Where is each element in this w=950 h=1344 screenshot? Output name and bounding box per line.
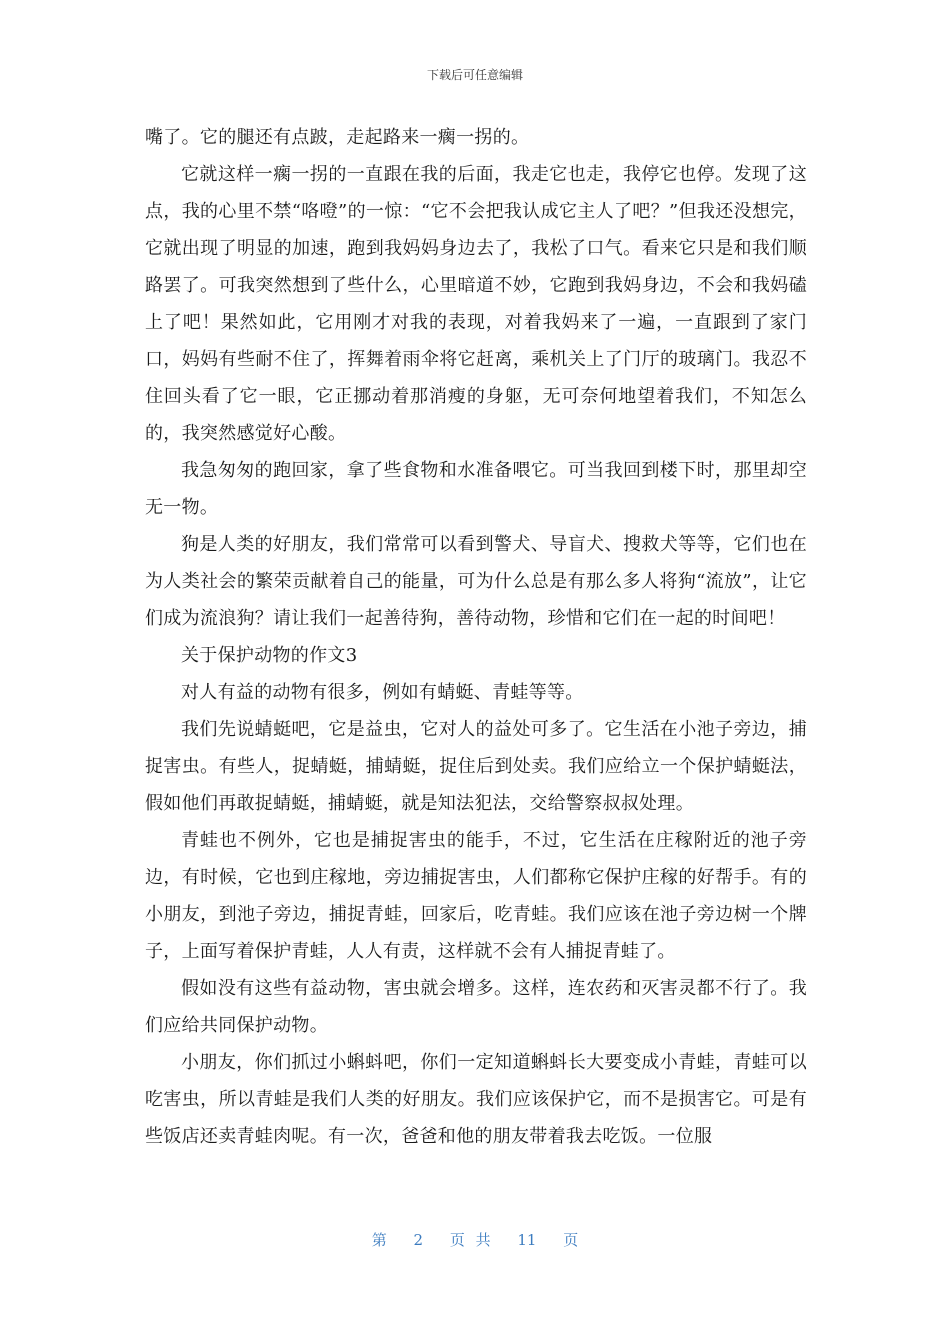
- footer-label-di: 第: [371, 1231, 387, 1249]
- page-header: 下载后可任意编辑: [426, 68, 523, 82]
- section-heading: 关于保护动物的作文3: [181, 645, 358, 666]
- footer-label-ye: 页: [563, 1231, 579, 1249]
- paragraph: 我们先说蜻蜓吧，它是益虫，它对人的益处可多了。它生活在小池子旁边，捕捉害虫。有些人，捉蜻蜓，捕蜻蜓，捉住后到处卖。我们应给立一个保护蜻蜓法，假如他们再敢捉蜻蜓，捕蜻蜓，就是知法犯法，交给警察叔叔处理。: [145, 719, 807, 814]
- paragraph: 狗是人类的好朋友，我们常常可以看到警犬、导盲犬、搜救犬等等，它们也在为人类社会的繁荣贡献着自己的能量，可为什么总是有那么多人将狗“流放”，让它们成为流浪狗？请让我们一起善待狗，善待动物，珍惜和它们在一起的时间吧！: [145, 534, 807, 629]
- paragraph: 青蛙也不例外，它也是捕捉害虫的能手，不过，它生活在庄稼附近的池子旁边，有时候，它也到庄稼地，旁边捕捉害虫，人们都称它保护庄稼的好帮手。有的小朋友，到池子旁边，捕捉青蛙，回家后，吃青蛙。我们应该在池子旁边树一个牌子，上面写着保护青蛙，人人有责，这样就不会有人捕捉青蛙了。: [145, 830, 807, 962]
- paragraph: 对人有益的动物有很多，例如有蜻蜓、青蛙等等。: [181, 682, 584, 703]
- page-footer: [0, 1229, 950, 1250]
- paragraph: 假如没有这些有益动物，害虫就会增多。这样，连农药和灭害灵都不行了。我们应给共同保护动物。: [145, 978, 807, 1036]
- document-body: [145, 119, 807, 1155]
- paragraph: 它就这样一瘸一拐的一直跟在我的后面，我走它也走，我停它也停。发现了这点，我的心里不禁“咯噔”的一惊：“它不会把我认成它主人了吧？”但我还没想完，它就出现了明显的加速，跑到我妈妈身边去了，我松了口气。看来它只是和我们顺路罢了。可我突然想到了些什么，心里暗道不妙，它跑到我妈身边，不会和我妈磕上了吧！果然如此，它用刚才对我的表现，对着我妈来了一遍，一直跟到了家门口，妈妈有些耐不住了，挥舞着雨伞将它赶离，乘机关上了门厅的玻璃门。我忍不住回头看了它一眼，它正挪动着那消瘦的身躯，无可奈何地望着我们，不知怎么的，我突然感觉好心酸。: [145, 164, 807, 444]
- paragraph: 小朋友，你们抓过小蝌蚪吧，你们一定知道蝌蚪长大要变成小青蛙，青蛙可以吃害虫，所以青蛙是我们人类的好朋友。我们应该保护它，而不是损害它。可是有些饭店还卖青蛙肉呢。有一次，爸爸和他的朋友带着我去吃饭。一位服: [145, 1052, 807, 1147]
- total-page-count: 11: [517, 1231, 537, 1249]
- paragraph: 嘴了。它的腿还有点跛，走起路来一瘸一拐的。: [145, 127, 530, 148]
- footer-label-ye-gong: 页 共: [449, 1231, 491, 1249]
- paragraph: 我急匆匆的跑回家，拿了些食物和水准备喂它。可当我回到楼下时，那里却空无一物。: [145, 460, 807, 518]
- current-page-number: 2: [413, 1231, 424, 1249]
